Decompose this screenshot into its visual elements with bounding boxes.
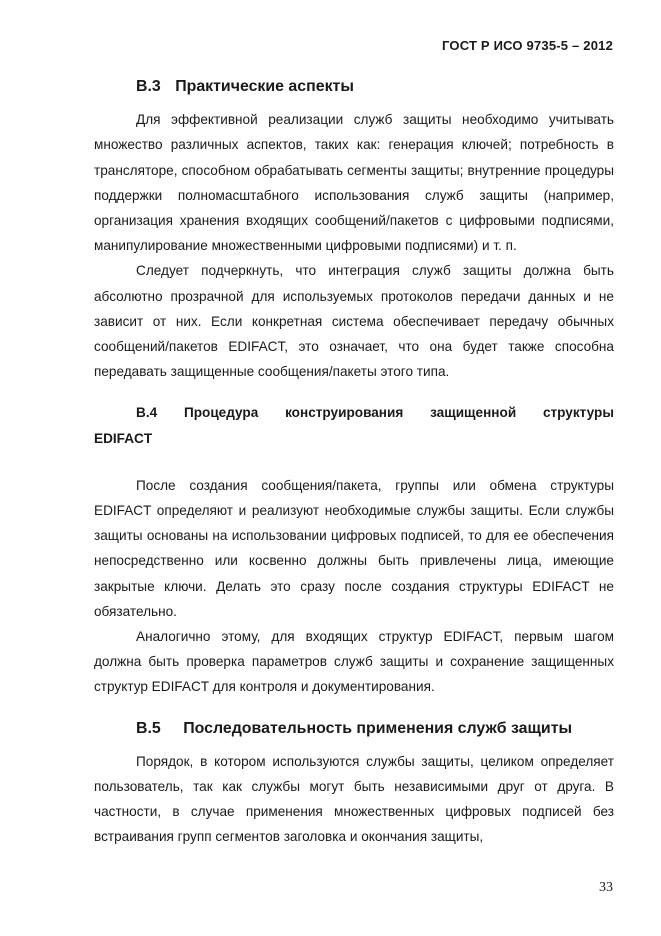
section-heading-b3 xyxy=(94,74,614,99)
section-title-continuation: EDIFACT xyxy=(94,430,153,446)
page-content xyxy=(94,66,614,850)
section-title-word: защищенной xyxy=(430,405,517,421)
section-title-word: структуры xyxy=(542,405,614,421)
page-number: 33 xyxy=(599,880,613,895)
section-number: B.5 xyxy=(136,719,161,737)
section-title: Последовательность применения служб защиты xyxy=(183,719,573,737)
section-title-word: конструирования xyxy=(285,405,404,421)
document-header: ГОСТ Р ИСО 9735-5 – 2012 xyxy=(442,38,613,53)
section-number: B.3 xyxy=(136,78,161,95)
section-number: B.4 xyxy=(136,405,158,421)
section-title-word: Процедура xyxy=(183,405,259,421)
paragraph: Для эффективной реализации служб защиты необходимо учитывать множество различных аспектов, таких как: генерация ключей; потребность в трансляторе, способном обрабатывать сегменты защиты; внутренние процедуры поддержки полномасштабного использования служб защиты (например, организация хранения входящих сообщений/пакетов с цифровыми подписями, манипулирование множественными цифровыми подписями) и т. п. xyxy=(94,112,614,254)
paragraph: Аналогично этому, для входящих структур EDIFACT, первым шагом должна быть проверка параметров служб защиты и сохранение защищенных структур EDIFACT для контроля и документирования. xyxy=(94,629,614,695)
paragraph: После создания сообщения/пакета, группы или обмена структуры EDIFACT определяют и реализуют необходимые службы защиты. Если службы защиты основаны на использовании цифровых подписей, то для ее обеспечения непосредственно или косвенно должны быть привлечены лица, имеющие закрытые ключи. Делать это сразу после создания структуры EDIFACT не обязательно. xyxy=(94,477,614,619)
section-heading-b5 xyxy=(94,716,614,741)
paragraph: Порядок, в котором используются службы защиты, целиком определяет пользователь, так как службы могут быть независимыми друг от друга. В частности, в случае применения множественных цифровых подписей без встраивания групп сегментов заголовка и окончания защиты, xyxy=(94,753,614,845)
section-title: Практические аспекты xyxy=(175,78,354,95)
paragraph: Следует подчеркнуть, что интеграция служб защиты должна быть абсолютно прозрачной для используемых протоколов передачи данных и не зависит от них. Если конкретная система обеспечивает передачу обычных сообщений/пакетов EDIFACT, это означает, что она будет также способна передавать защищенные сообщения/пакеты этого типа. xyxy=(94,263,614,380)
section-heading-b4 xyxy=(94,400,614,450)
